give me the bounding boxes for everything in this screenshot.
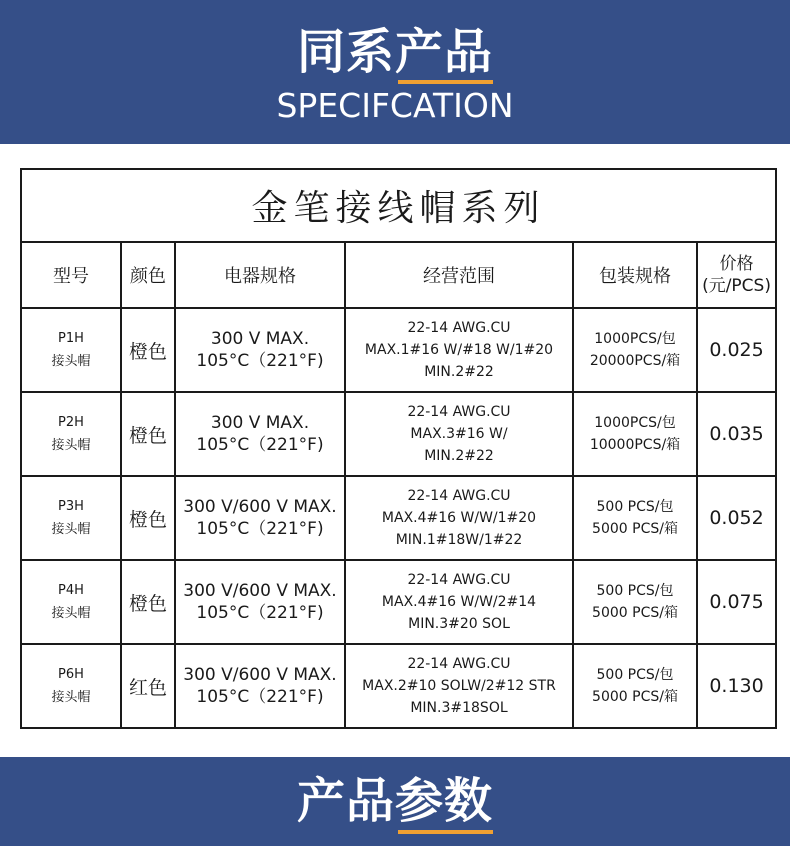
- model-type: 接头帽: [51, 522, 91, 537]
- column-header-color: 颜色: [121, 242, 175, 308]
- range-line: 22-14 AWG.CU: [407, 320, 511, 336]
- range-line: 22-14 AWG.CU: [407, 488, 511, 504]
- model-cell: [21, 392, 121, 476]
- column-header-electrical: 电器规格: [175, 242, 345, 308]
- electrical-temperature: 105°C（221°F): [196, 351, 324, 371]
- model-cell: [21, 476, 121, 560]
- electrical-cell: [175, 308, 345, 392]
- range-cell: [345, 476, 573, 560]
- color-cell: 橙色: [121, 392, 175, 476]
- header-title-underline: [398, 80, 493, 84]
- model-code: P3H: [58, 499, 84, 514]
- packing-cell: [573, 308, 697, 392]
- table-row: [21, 644, 776, 728]
- footer-title: 产品参数: [296, 773, 493, 829]
- model-type: 接头帽: [51, 690, 91, 705]
- range-line: MIN.3#18SOL: [410, 700, 508, 716]
- header-title: 同系产品: [296, 24, 493, 80]
- electrical-voltage: 300 V/600 V MAX.: [183, 581, 337, 601]
- color-cell: 红色: [121, 644, 175, 728]
- range-line: MAX.4#16 W/W/2#14: [381, 594, 537, 610]
- spec-table: [20, 168, 777, 729]
- model-cell: [21, 560, 121, 644]
- range-line: MIN.3#20 SOL: [408, 616, 510, 632]
- range-cell: [345, 644, 573, 728]
- packing-box: 10000PCS/箱: [589, 437, 681, 453]
- table-row: [21, 392, 776, 476]
- model-type: 接头帽: [51, 438, 91, 453]
- table-row: [21, 476, 776, 560]
- range-line: 22-14 AWG.CU: [407, 656, 511, 672]
- range-line: MAX.3#16 W/: [410, 426, 508, 442]
- electrical-temperature: 105°C（221°F): [196, 435, 324, 455]
- electrical-cell: [175, 560, 345, 644]
- electrical-temperature: 105°C（221°F): [196, 603, 324, 623]
- header-banner: [0, 0, 790, 144]
- column-header-price: [697, 242, 776, 308]
- model-type: 接头帽: [51, 354, 91, 369]
- price-cell: 0.130: [697, 644, 776, 728]
- color-cell: 橙色: [121, 476, 175, 560]
- packing-bag: 500 PCS/包: [596, 583, 674, 599]
- column-header-packing: 包装规格: [573, 242, 697, 308]
- model-code: P1H: [58, 331, 84, 346]
- electrical-temperature: 105°C（221°F): [196, 519, 324, 539]
- packing-box: 20000PCS/箱: [589, 353, 681, 369]
- footer-title-underline: [398, 830, 493, 834]
- range-line: MAX.2#10 SOLW/2#12 STR: [362, 678, 556, 694]
- packing-bag: 500 PCS/包: [596, 667, 674, 683]
- packing-box: 5000 PCS/箱: [592, 605, 678, 621]
- electrical-cell: [175, 644, 345, 728]
- packing-cell: [573, 644, 697, 728]
- packing-bag: 500 PCS/包: [596, 499, 674, 515]
- packing-bag: 1000PCS/包: [594, 331, 676, 347]
- range-cell: [345, 560, 573, 644]
- price-cell: 0.052: [697, 476, 776, 560]
- price-cell: 0.025: [697, 308, 776, 392]
- packing-box: 5000 PCS/箱: [592, 521, 678, 537]
- packing-cell: [573, 476, 697, 560]
- price-cell: 0.035: [697, 392, 776, 476]
- column-header-model: 型号: [21, 242, 121, 308]
- packing-bag: 1000PCS/包: [594, 415, 676, 431]
- model-code: P4H: [58, 583, 84, 598]
- color-cell: 橙色: [121, 560, 175, 644]
- electrical-voltage: 300 V/600 V MAX.: [183, 497, 337, 517]
- range-line: 22-14 AWG.CU: [407, 404, 511, 420]
- packing-box: 5000 PCS/箱: [592, 689, 678, 705]
- range-cell: [345, 308, 573, 392]
- model-cell: [21, 644, 121, 728]
- column-header-price-label: 价格: [719, 254, 754, 274]
- color-cell: 橙色: [121, 308, 175, 392]
- range-line: MIN.2#22: [424, 364, 494, 380]
- range-line: MIN.1#18W/1#22: [395, 532, 523, 548]
- model-cell: [21, 308, 121, 392]
- packing-cell: [573, 560, 697, 644]
- table-row: [21, 308, 776, 392]
- electrical-voltage: 300 V MAX.: [210, 329, 310, 349]
- electrical-cell: [175, 392, 345, 476]
- range-line: MAX.1#16 W/#18 W/1#20: [364, 342, 554, 358]
- range-cell: [345, 392, 573, 476]
- model-code: P2H: [58, 415, 84, 430]
- range-line: MIN.2#22: [424, 448, 494, 464]
- packing-cell: [573, 392, 697, 476]
- footer-banner: [0, 757, 790, 846]
- electrical-voltage: 300 V MAX.: [210, 413, 310, 433]
- range-line: 22-14 AWG.CU: [407, 572, 511, 588]
- electrical-cell: [175, 476, 345, 560]
- table-title: 金笔接线帽系列: [21, 169, 776, 242]
- model-type: 接头帽: [51, 606, 91, 621]
- electrical-temperature: 105°C（221°F): [196, 687, 324, 707]
- price-cell: 0.075: [697, 560, 776, 644]
- column-header-range: 经营范围: [345, 242, 573, 308]
- table-header-row: [21, 242, 776, 308]
- column-header-price-unit: (元/PCS): [702, 276, 771, 296]
- table-row: [21, 560, 776, 644]
- range-line: MAX.4#16 W/W/1#20: [381, 510, 537, 526]
- electrical-voltage: 300 V/600 V MAX.: [183, 665, 337, 685]
- model-code: P6H: [58, 667, 84, 682]
- header-subtitle: SPECIFCATION: [276, 86, 514, 125]
